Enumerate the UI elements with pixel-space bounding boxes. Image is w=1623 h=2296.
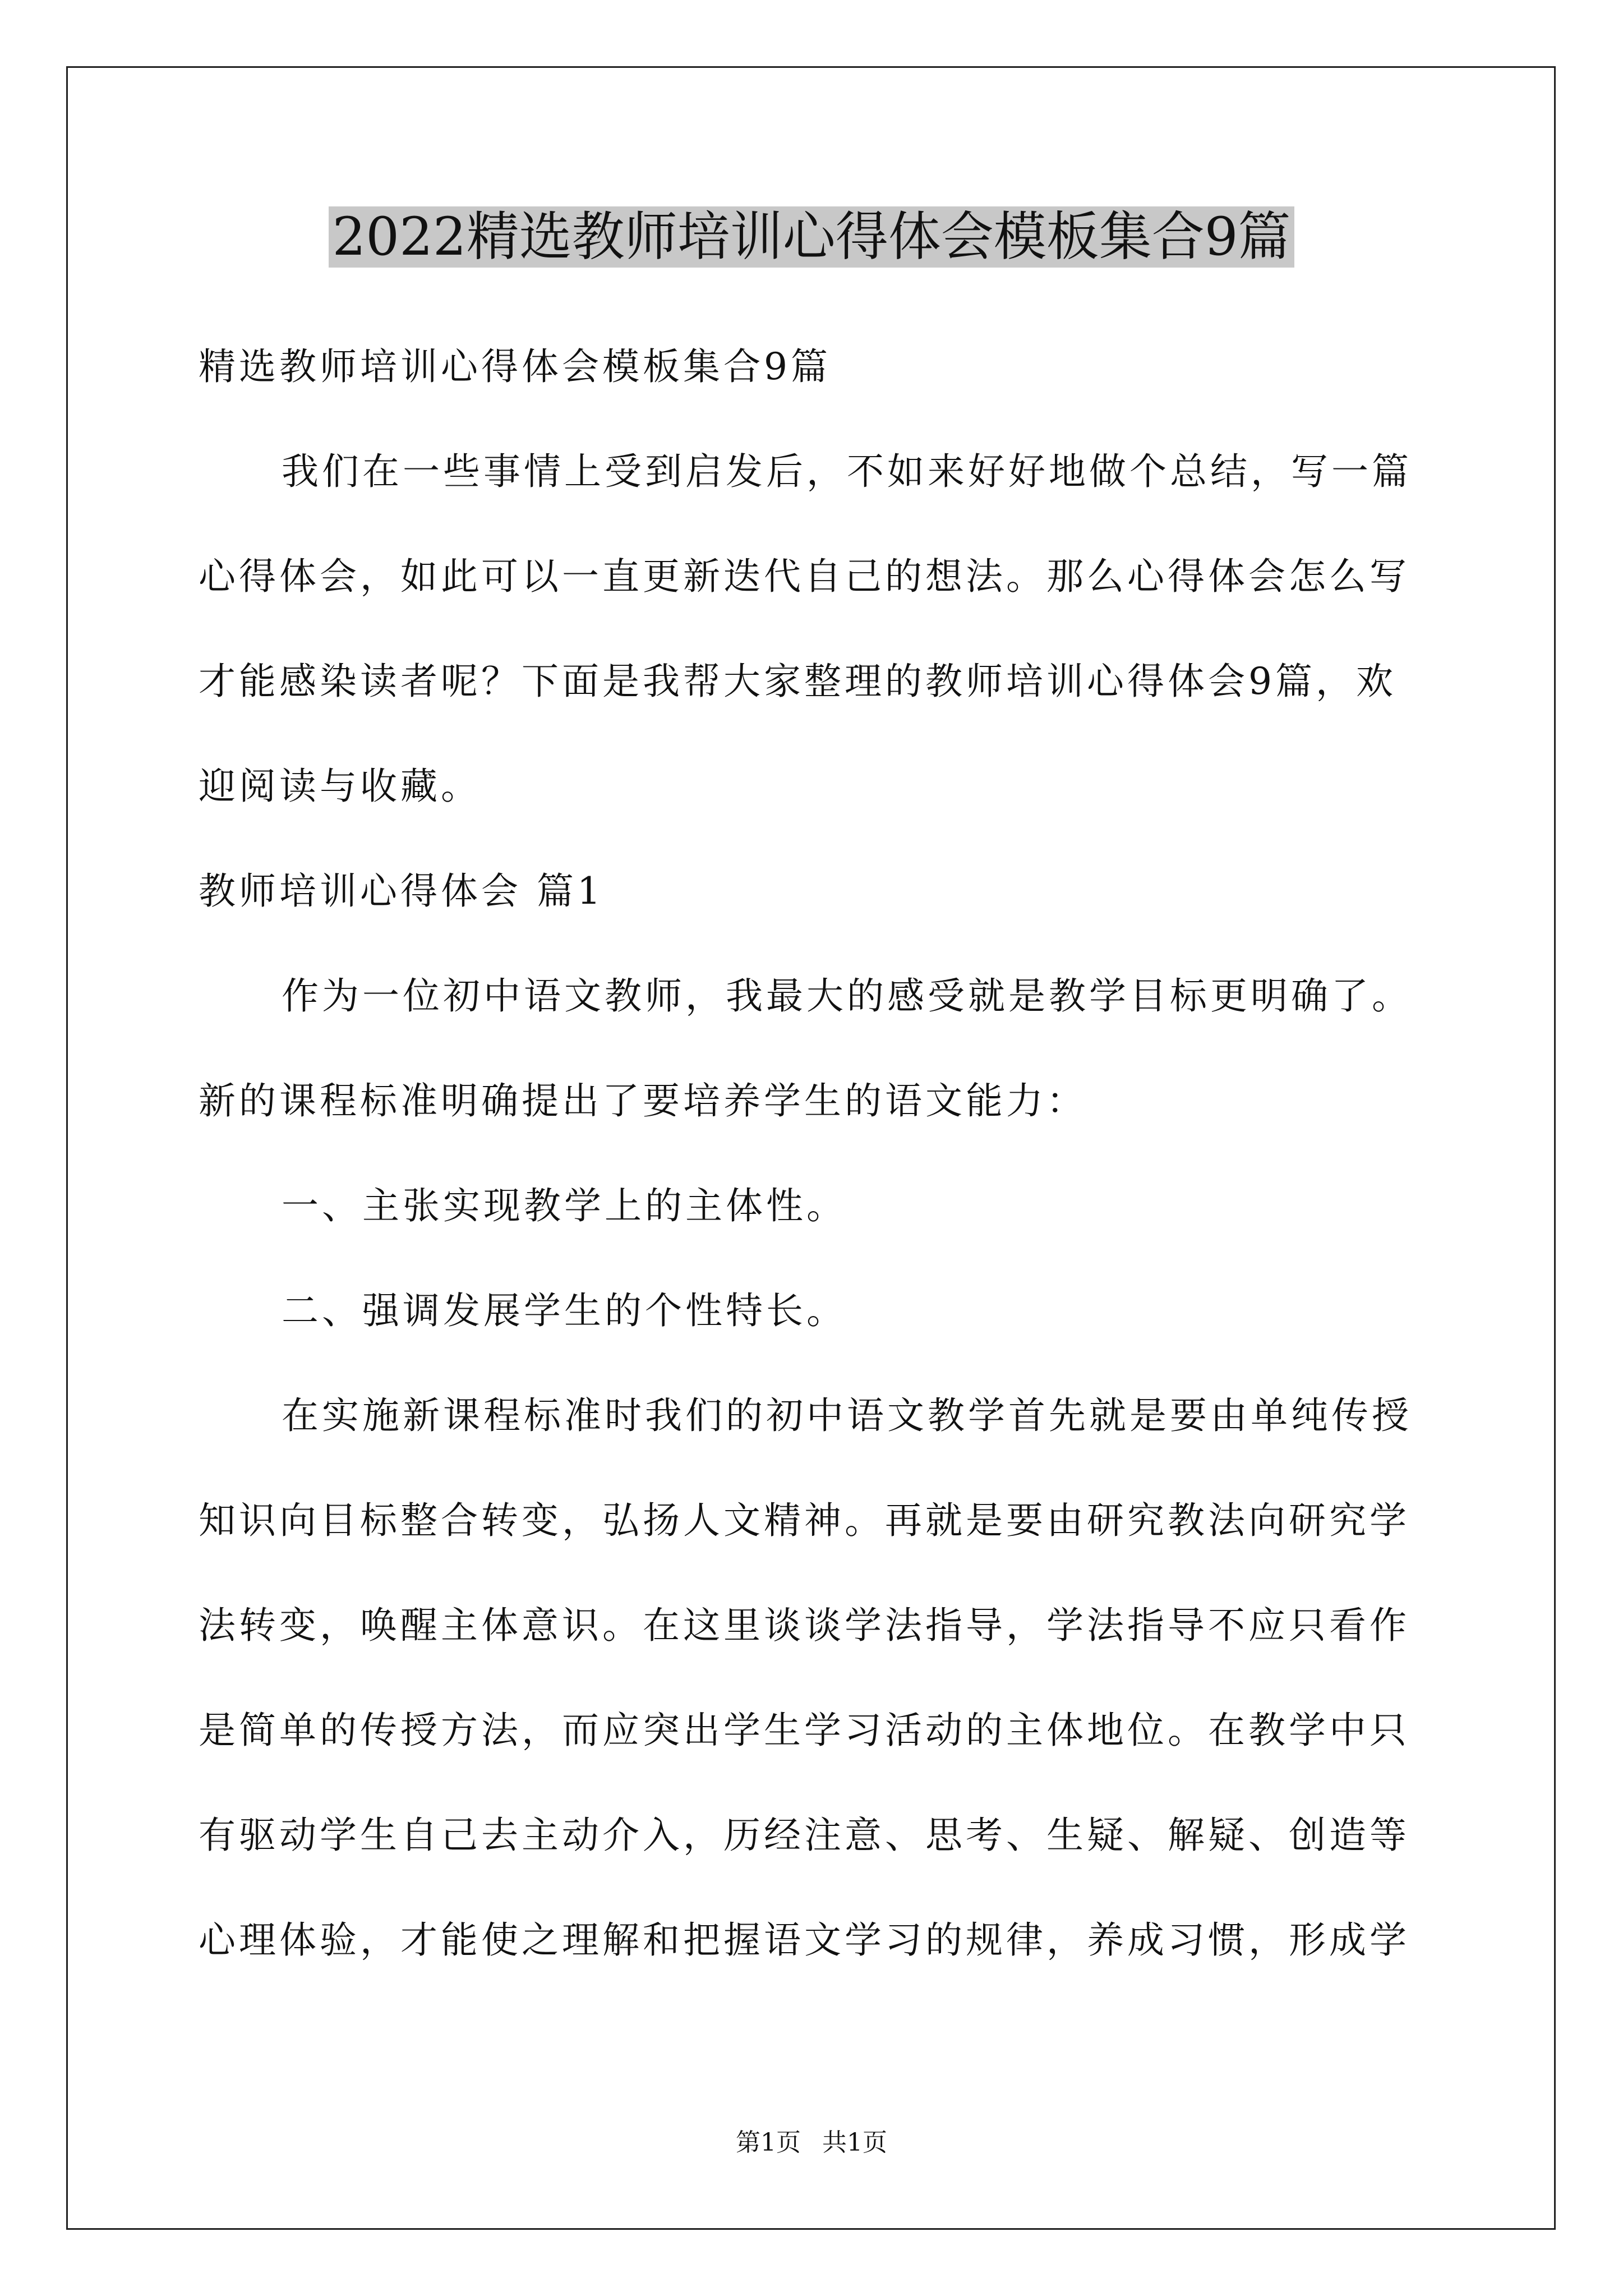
document-subtitle: 精选教师培训心得体会模板集合9篇	[199, 345, 831, 388]
section-heading: 教师培训心得体会 篇1	[199, 869, 604, 913]
page-footer	[0, 2126, 1623, 2160]
body-paragraph-1: 作为一位初中语文教师，我最大的感受就是教学目标更明确了。新的课程标准明确提出了要培养学生的语文能力：	[199, 974, 1412, 1122]
body-paragraph-4: 在实施新课程标准时我们的初中语文教学首先就是要由单纯传授知识向目标整合转变，弘扬人文精神。再就是要由研究教法向研究学法转变，唤醒主体意识。在这里谈谈学法指导，学法指导不应只看作是简单的传授方法，而应突出学生学习活动的主体地位。在教学中只有驱动学生自己去主动介入，历经注意、思考、生疑、解疑、创造等心理体验，才能使之理解和把握语文学习的规律，养成习惯，形成学	[199, 1394, 1412, 1962]
document-body	[199, 314, 1432, 1993]
document-title	[0, 201, 1623, 274]
page-number-current: 第1页	[736, 2128, 801, 2157]
page-number-total: 共1页	[822, 2128, 887, 2157]
body-paragraph-3: 二、强调发展学生的个性特长。	[282, 1289, 847, 1332]
intro-paragraph: 我们在一些事情上受到启发后，不如来好好地做个总结，写一篇心得体会，如此可以一直更新迭代自己的想法。那么心得体会怎么写才能感染读者呢？下面是我帮大家整理的教师培训心得体会9篇，欢迎阅读与收藏。	[199, 450, 1412, 808]
document-title-text: 2022精选教师培训心得体会模板集合9篇	[329, 206, 1294, 268]
body-paragraph-2: 一、主张实现教学上的主体性。	[282, 1184, 847, 1227]
